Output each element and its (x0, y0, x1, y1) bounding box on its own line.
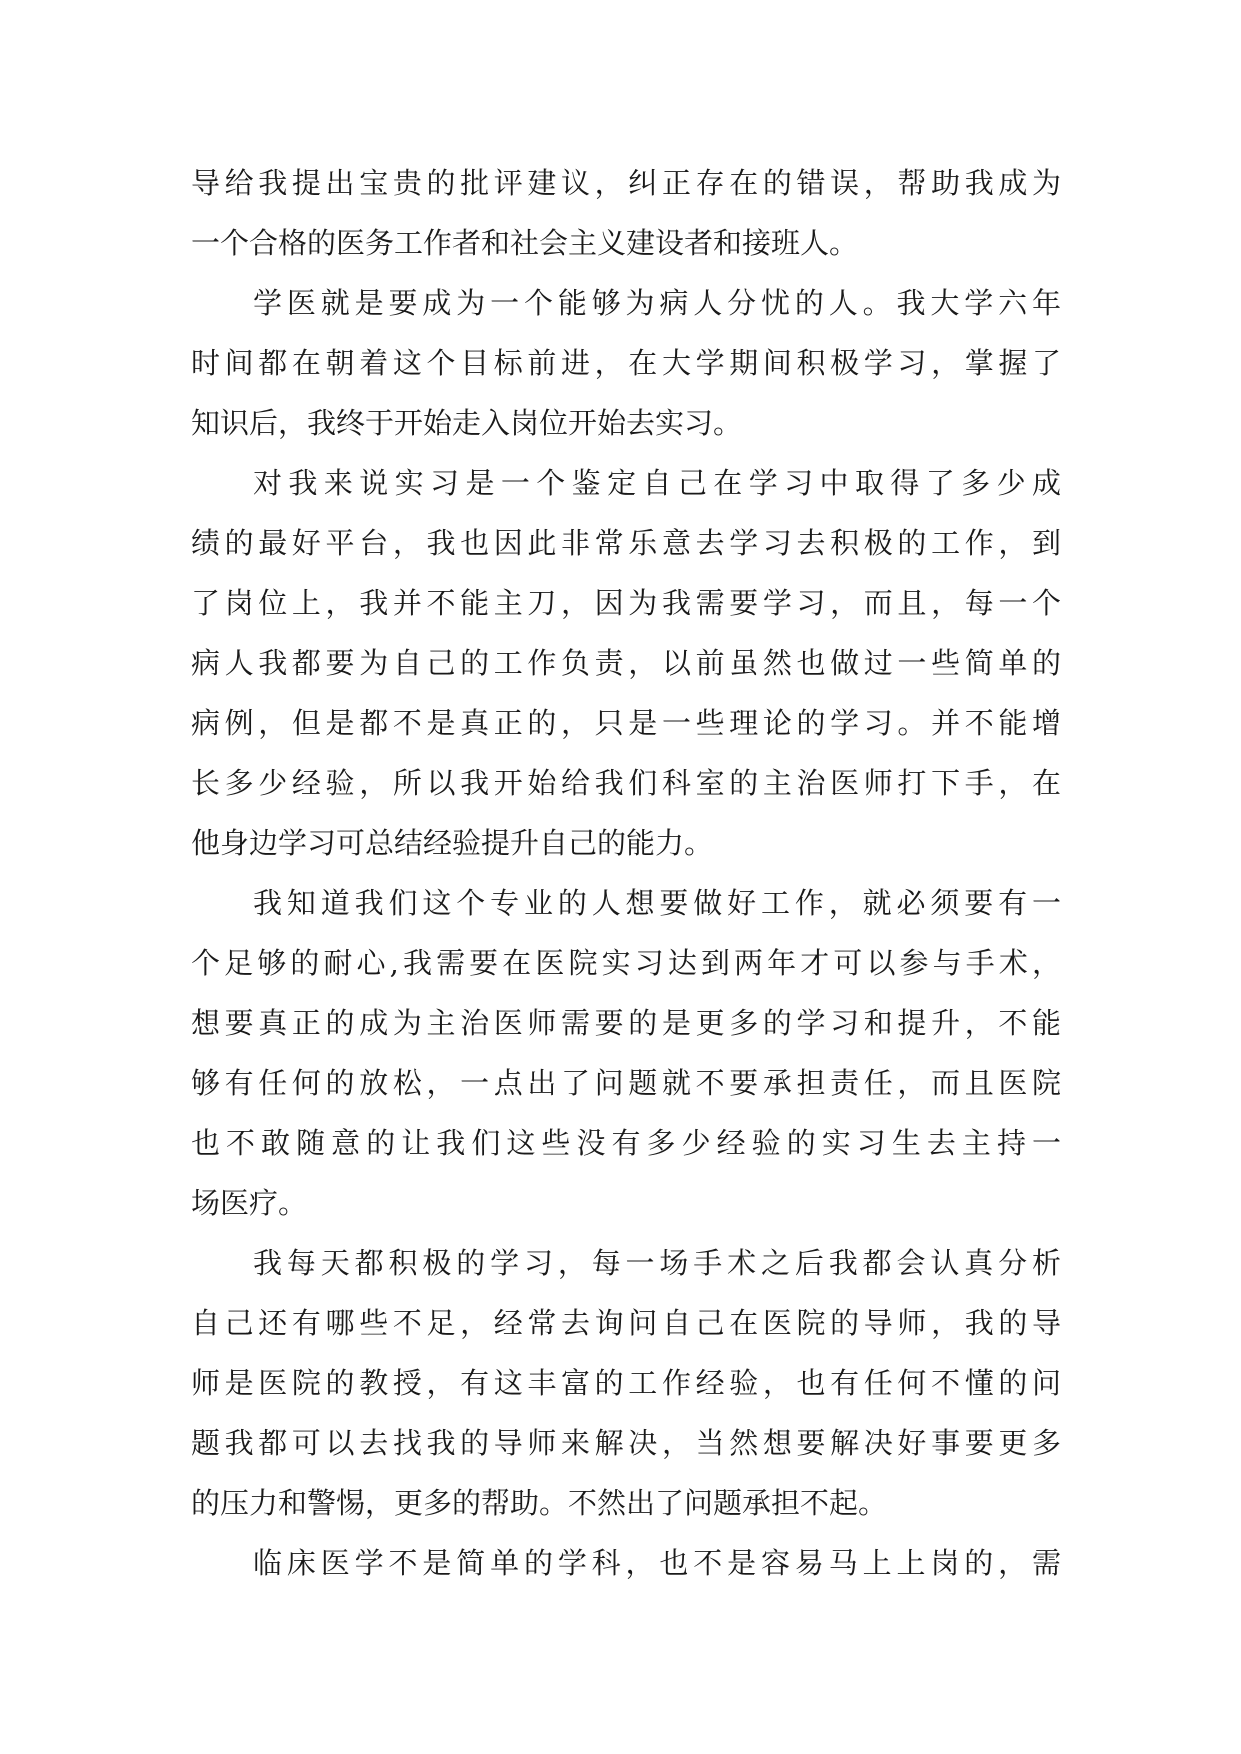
text-line: 我每天都积极的学习，每一场手术之后我都会认真分析 (253, 1246, 1061, 1280)
text-line: 题我都可以去找我的导师来解决，当然想要解决好事要更多 (191, 1426, 1061, 1460)
text-line: 场医疗。 (191, 1186, 308, 1220)
body-text (191, 153, 1061, 1593)
text-line: 的压力和警惕，更多的帮助。不然出了问题承担不起。 (191, 1486, 888, 1520)
text-line: 导给我提出宝贵的批评建议，纠正存在的错误，帮助我成为 (191, 166, 1061, 200)
text-line: 自己还有哪些不足，经常去询问自己在医院的导师，我的导 (191, 1306, 1061, 1340)
text-line: 了岗位上，我并不能主刀，因为我需要学习，而且，每一个 (191, 586, 1061, 620)
text-line: 对我来说实习是一个鉴定自己在学习中取得了多少成 (253, 466, 1061, 500)
text-line: 时间都在朝着这个目标前进，在大学期间积极学习，掌握了 (191, 346, 1061, 380)
text-line: 病人我都要为自己的工作负责，以前虽然也做过一些简单的 (191, 646, 1061, 680)
text-line: 知识后，我终于开始走入岗位开始去实习。 (191, 406, 743, 440)
text-line: 临床医学不是简单的学科，也不是容易马上上岗的，需 (253, 1546, 1061, 1580)
text-line: 病例，但是都不是真正的，只是一些理论的学习。并不能增 (191, 706, 1061, 740)
text-line: 学医就是要成为一个能够为病人分忧的人。我大学六年 (253, 286, 1061, 320)
text-line: 够有任何的放松，一点出了问题就不要承担责任，而且医院 (191, 1066, 1061, 1100)
text-line: 也不敢随意的让我们这些没有多少经验的实习生去主持一 (191, 1126, 1061, 1160)
text-line: 一个合格的医务工作者和社会主义建设者和接班人。 (191, 226, 859, 260)
text-line: 他身边学习可总结经验提升自己的能力。 (191, 826, 714, 860)
text-line: 个足够的耐心,我需要在医院实习达到两年才可以参与手术， (191, 946, 1061, 980)
text-line: 我知道我们这个专业的人想要做好工作，就必须要有一 (253, 886, 1061, 920)
text-line: 绩的最好平台，我也因此非常乐意去学习去积极的工作，到 (191, 526, 1061, 560)
text-line: 长多少经验，所以我开始给我们科室的主治医师打下手，在 (191, 766, 1061, 800)
text-line: 想要真正的成为主治医师需要的是更多的学习和提升，不能 (191, 1006, 1061, 1040)
text-line: 师是医院的教授，有这丰富的工作经验，也有任何不懂的问 (191, 1366, 1061, 1400)
